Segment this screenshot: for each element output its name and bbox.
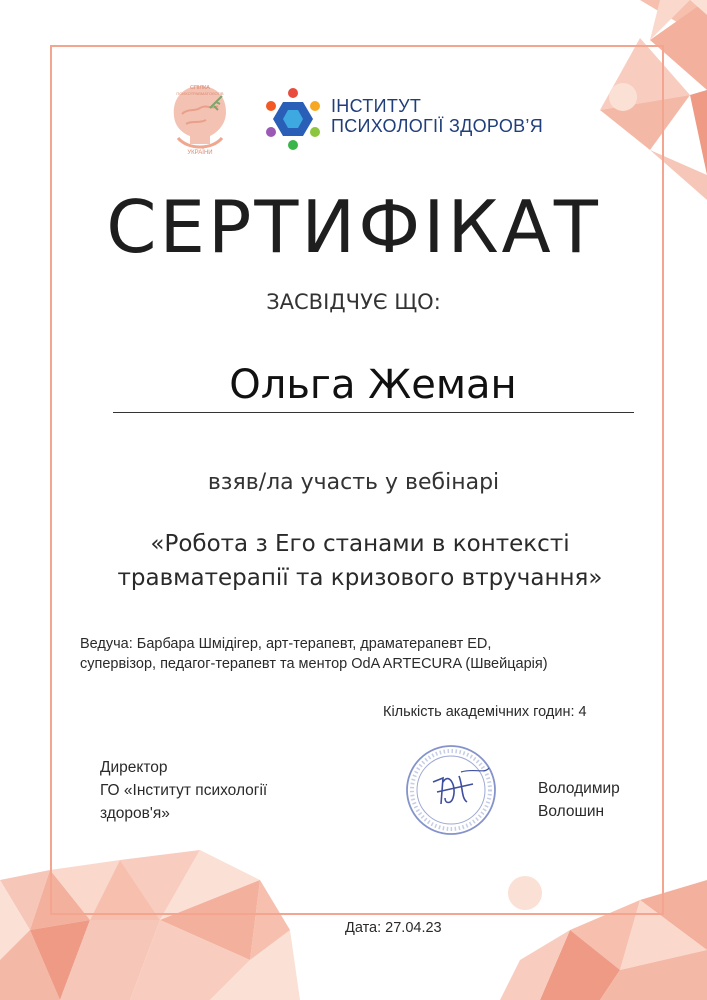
institute-name-line1: ІНСТИТУТ	[331, 96, 422, 116]
name-underline	[113, 412, 634, 413]
webinar-title-line2: травматерапії та кризового втручання»	[117, 565, 603, 591]
signer-last-name: Волошин	[538, 803, 605, 820]
participation-text: взяв/ла участь у вебінарі	[207, 470, 500, 495]
host-line2: супервізор, педагог-терапевт та ментор OdA ARTECURA (Швейцарія)	[80, 656, 548, 672]
webinar-title-line1: «Робота з Его станами в контексті	[150, 531, 570, 557]
certificate-title: СЕРТИФІКАТ	[106, 185, 601, 269]
director-line3: здоров'я»	[100, 805, 170, 822]
certificate-date: Дата: 27.04.23	[345, 920, 442, 936]
director-line2: ГО «Інститут психології	[100, 782, 268, 799]
institute-name-line2: ПСИХОЛОГІЇ ЗДОРОВ’Я	[331, 116, 544, 136]
association-logo-line1: СПІЛКА	[190, 85, 210, 91]
signer-first-name: Володимир	[538, 780, 620, 797]
recipient-name: Ольга Жеман	[229, 362, 517, 408]
association-logo-line2: ПСИХОТРАВМАТОЛОГІВ	[176, 91, 224, 96]
director-line1: Директор	[100, 759, 168, 776]
host-info	[80, 634, 660, 674]
webinar-title	[90, 527, 630, 595]
signer-name	[538, 777, 648, 823]
director-title	[100, 756, 320, 825]
host-line1: Ведуча: Барбара Шмідігер, арт-терапевт, драматерапевт ED,	[80, 636, 492, 652]
association-logo-line3: УКРАЇНИ	[187, 150, 213, 156]
official-stamp-with-signature	[403, 742, 499, 838]
psychotraumatologists-association-logo	[160, 78, 240, 158]
institute-logo-icon	[262, 88, 324, 150]
academic-hours: Кількість академічних годин: 4	[383, 704, 587, 720]
institute-name	[331, 96, 543, 136]
certifies-label: ЗАСВІДЧУЄ ЩО:	[266, 290, 441, 314]
